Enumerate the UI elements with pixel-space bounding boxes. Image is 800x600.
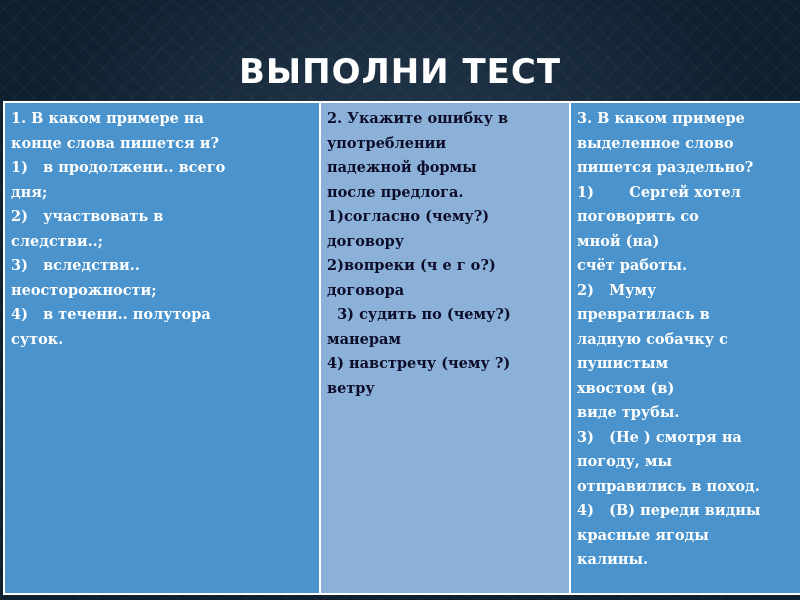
question-1-line: 4) в течени.. полутора	[11, 306, 211, 323]
question-1-line: 1. В каком примере на	[11, 110, 204, 127]
question-3-line: погоду, мы	[577, 453, 673, 470]
question-2-line: договору	[327, 232, 405, 250]
question-1-line: 1) в продолжени.. всего	[11, 159, 226, 176]
question-2-cell	[320, 102, 570, 594]
question-3-line: выделенное слово	[577, 134, 734, 152]
question-3-line: 3) (Не ) смотря на	[577, 428, 742, 446]
question-2-line: 2)вопреки (ч е г о?)	[327, 257, 496, 274]
question-1-cell	[4, 102, 320, 594]
question-2-line: 4) навстречу (чему ?)	[327, 355, 511, 372]
question-1-line: конце слова пишется и?	[11, 134, 219, 152]
question-3-line: виде трубы.	[577, 404, 680, 421]
table-row	[4, 102, 800, 594]
question-2-line: падежной формы	[327, 159, 477, 176]
question-3-line: мной (на)	[577, 232, 660, 250]
question-3-line: пишется раздельно?	[577, 159, 754, 176]
question-1-line: следстви..;	[11, 232, 104, 250]
question-3-line: 4) (В) переди видны	[577, 502, 761, 519]
question-2-line: 2. Укажите ошибку в	[327, 110, 509, 127]
question-3-line: красные ягоды	[577, 526, 709, 544]
question-2-line: ветру	[327, 379, 375, 397]
question-3-line: калины.	[577, 551, 649, 568]
question-3-line: 3. В каком примере	[577, 110, 745, 127]
question-3-line: счёт работы.	[577, 257, 688, 274]
question-3-line: ладную собачку с	[577, 330, 728, 348]
question-3-line: 1) Сергей хотел	[577, 183, 741, 201]
question-2-line: 3) судить по (чему?)	[327, 306, 511, 323]
question-3-line: пушистым	[577, 355, 669, 372]
question-1-line: суток.	[11, 330, 64, 348]
question-3-line: 2) Муму	[577, 281, 657, 299]
question-2-line: манерам	[327, 330, 401, 348]
question-2-line: после предлога.	[327, 183, 464, 201]
question-2-line: договора	[327, 281, 405, 299]
slide-title: ВЫПОЛНИ ТЕСТ	[238, 52, 562, 92]
question-3-line: поговорить со	[577, 208, 699, 225]
question-3-line: превратилась в	[577, 306, 710, 323]
question-1-line: 3) вследстви..	[11, 257, 140, 274]
question-1-line: 2) участвовать в	[11, 208, 164, 225]
test-table	[3, 101, 800, 595]
question-3-line: отправились в поход.	[577, 477, 760, 495]
question-3-cell	[570, 102, 800, 594]
question-3-line: хвостом (в)	[577, 379, 675, 397]
question-1-line: дня;	[11, 183, 48, 201]
question-2-line: употреблении	[327, 134, 447, 152]
question-1-line: неосторожности;	[11, 281, 157, 299]
question-2-line: 1)согласно (чему?)	[327, 208, 490, 225]
